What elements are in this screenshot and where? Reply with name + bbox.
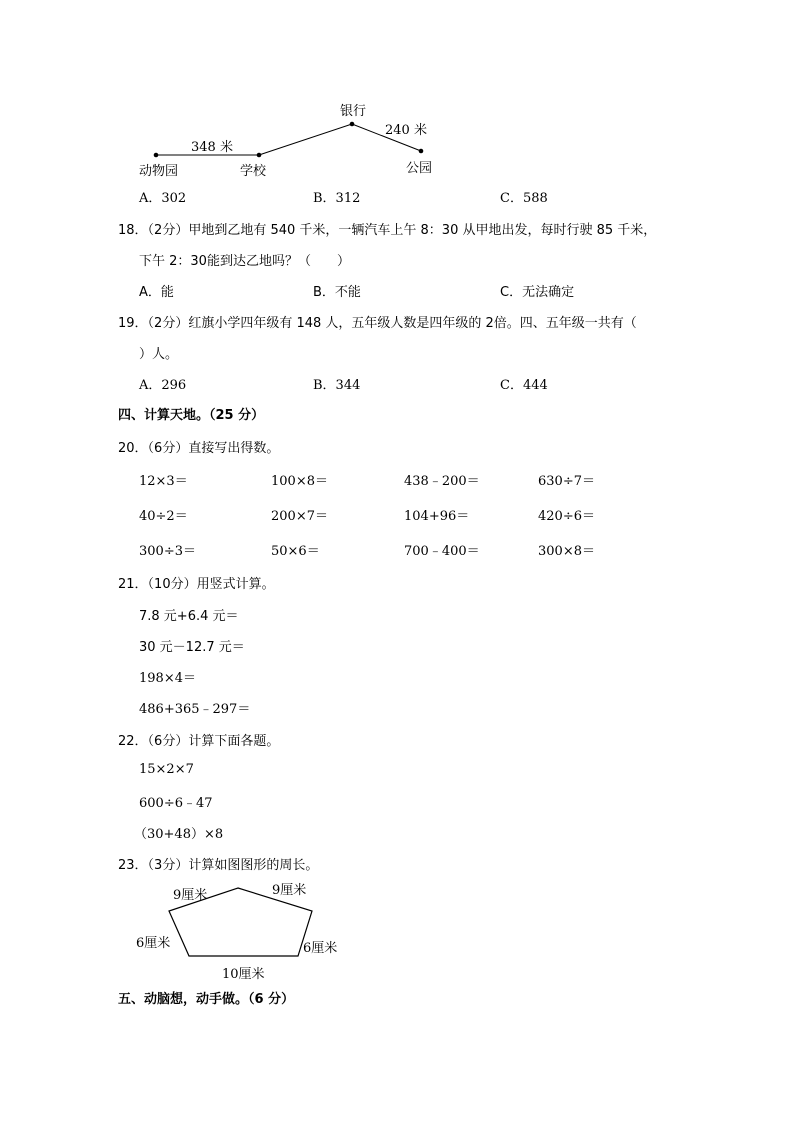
pentagon-label-top-left: 9厘米 (173, 888, 208, 903)
q20-item: 40÷2＝ (139, 509, 188, 524)
zoo-point (154, 153, 159, 158)
q19-text-line2: ）人。 (139, 347, 179, 362)
q18-text-line1: 18．（2分）甲地到乙地有 540 千米，一辆汽车上午 8：30 从甲地出发，每时行驶 85 千米， (118, 223, 657, 238)
q21-item: 486+365﹣297＝ (139, 702, 251, 717)
q21-item: 30 元－12.7 元＝ (139, 640, 245, 655)
zoo-label: 动物园 (139, 164, 179, 179)
q23-title: 23．（3分）计算如图图形的周长。 (118, 858, 319, 873)
q20-item: 420÷6＝ (538, 509, 595, 524)
q21-title: 21．（10分）用竖式计算。 (118, 577, 275, 592)
distance-zoo-school: 348 米 (191, 140, 233, 155)
q21-item: 198×4＝ (139, 671, 196, 686)
distance-bank-park: 240 米 (385, 123, 427, 138)
q22-title: 22．（6分）计算下面各题。 (118, 734, 280, 749)
q18-option-b: B．不能 (313, 285, 361, 300)
q20-item: 104+96＝ (404, 509, 470, 524)
q19-option-c: C．444 (500, 378, 548, 393)
q17-option-c: C．588 (500, 191, 548, 206)
bank-point (350, 122, 355, 127)
q20-item: 700﹣400＝ (404, 544, 480, 559)
q20-item: 630÷7＝ (538, 474, 595, 489)
q17-option-b: B．312 (313, 191, 361, 206)
q20-item: 12×3＝ (139, 474, 188, 489)
q18-option-a: A．能 (139, 285, 174, 300)
pentagon-label-right: 6厘米 (303, 941, 338, 956)
q18-option-c: C．无法确定 (500, 285, 575, 300)
pentagon-label-bottom: 10厘米 (222, 967, 265, 982)
q22-item: （30+48）×8 (134, 827, 224, 842)
pentagon-label-left: 6厘米 (136, 936, 171, 951)
q20-item: 50×6＝ (271, 544, 320, 559)
park-label: 公园 (406, 161, 433, 176)
q18-text-line2: 下午 2：30能到达乙地吗？（ ） (139, 254, 350, 269)
q19-option-a: A．296 (139, 378, 187, 393)
q20-item: 200×7＝ (271, 509, 328, 524)
bank-label: 银行 (340, 104, 367, 119)
section-5-heading: 五、动脑想，动手做。（6 分） (118, 992, 295, 1007)
q21-item: 7.8 元+6.4 元＝ (139, 609, 239, 624)
q20-item: 438﹣200＝ (404, 474, 480, 489)
q20-item: 300×8＝ (538, 544, 595, 559)
q20-title: 20．（6分）直接写出得数。 (118, 441, 280, 456)
q19-text-line1: 19．（2分）红旗小学四年级有 148 人，五年级人数是四年级的 2倍。四、五年级一共有（ (118, 316, 637, 331)
q22-item: 15×2×7 (139, 762, 194, 777)
q22-item: 600÷6﹣47 (139, 796, 213, 811)
q20-item: 100×8＝ (271, 474, 328, 489)
park-point (419, 149, 424, 154)
q17-option-a: A．302 (139, 191, 187, 206)
q19-option-b: B．344 (313, 378, 361, 393)
school-point (257, 153, 262, 158)
section-4-heading: 四、计算天地。（25 分） (118, 408, 265, 423)
school-label: 学校 (240, 164, 267, 179)
pentagon-label-top-right: 9厘米 (272, 883, 307, 898)
q20-item: 300÷3＝ (139, 544, 196, 559)
